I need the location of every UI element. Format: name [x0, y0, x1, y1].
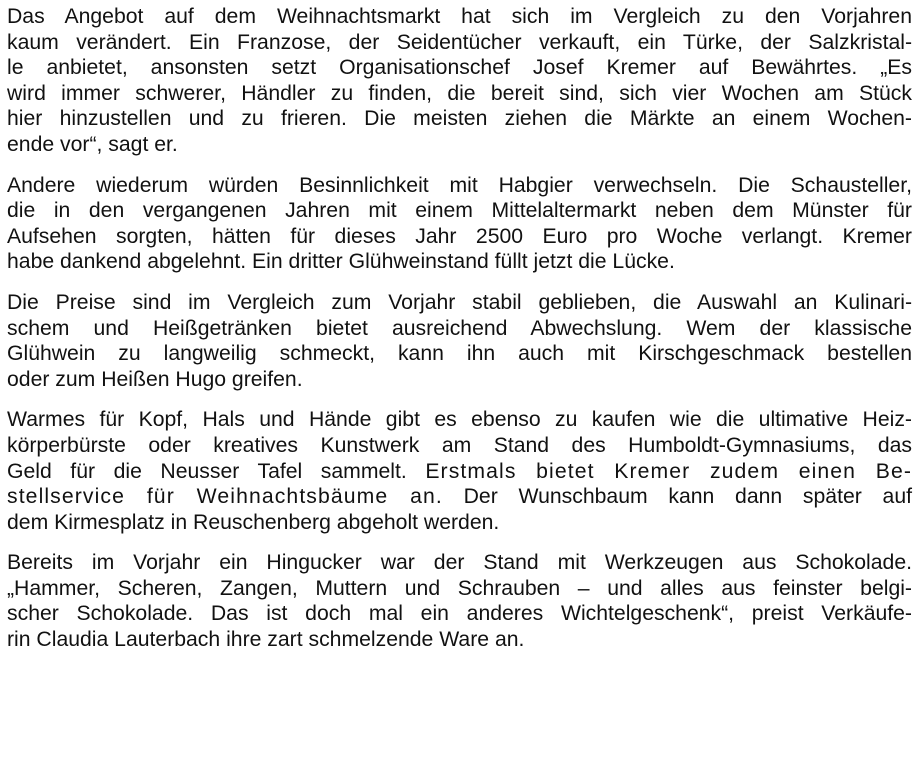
article-body [7, 4, 912, 653]
text-segment: Geld für die Neusser Tafel sammelt. [7, 459, 426, 483]
text-line: scher Schokolade. Das ist doch mal ein anderes Wichtelgeschenk“, preist Verkäufe- [7, 602, 912, 626]
text-line: schem und Heißgetränken bietet ausreichend Abwechslung. Wem der klassische [7, 316, 912, 340]
text-line: dem Kirmesplatz in Reuschenberg abgeholt werden. [7, 510, 500, 534]
text-line: Das Angebot auf dem Weihnachtsmarkt hat sich im Vergleich zu den Vorjahren [7, 5, 912, 28]
text-line: die in den vergangenen Jahren mit einem Mittelaltermarkt neben dem Münster für [7, 199, 912, 223]
text-line: le anbietet, ansonsten setzt Organisationschef Josef Kremer auf Bewährtes. „Es [7, 56, 912, 80]
text-line: kaum verändert. Ein Franzose, der Seidentücher verkauft, ein Türke, der Salzkristal- [7, 30, 912, 54]
text-line: ende vor“, sagt er. [7, 132, 178, 156]
text-line: körperbürste oder kreatives Kunstwerk am Stand des Humboldt-Gymnasiums, das [7, 433, 912, 457]
paragraph-4 [7, 407, 912, 535]
text-line: Bereits im Vorjahr ein Hingucker war der Stand mit Werkzeugen aus Schokolade. [7, 551, 912, 575]
paragraph-5 [7, 550, 912, 652]
text-line: hier hinzustellen und zu frieren. Die meisten ziehen die Märkte an einem Wochen- [7, 107, 912, 131]
text-segment: Der Wunschbaum kann dann später auf [442, 485, 912, 509]
text-line [7, 459, 912, 485]
text-line: habe dankend abgelehnt. Ein dritter Glühweinstand füllt jetzt die Lücke. [7, 250, 675, 274]
paragraph-1 [7, 4, 912, 158]
text-line: Glühwein zu langweilig schmeckt, kann ihn auch mit Kirschgeschmack bestellen [7, 342, 912, 366]
text-line: Warmes für Kopf, Hals und Hände gibt es ebenso zu kaufen wie die ultimative Heiz- [7, 408, 912, 432]
paragraph-2 [7, 173, 912, 275]
text-segment-wide: stellservice für Weihnachtsbäume an. [7, 485, 443, 509]
text-line: „Hammer, Scheren, Zangen, Muttern und Schrauben – und alles aus feinster belgi- [7, 576, 912, 600]
paragraph-3 [7, 290, 912, 392]
text-line: Aufsehen sorgten, hätten für dieses Jahr 2500 Euro pro Woche verlangt. Kremer [7, 224, 912, 248]
text-line: Die Preise sind im Vergleich zum Vorjahr stabil geblieben, die Auswahl an Kulinari- [7, 290, 912, 314]
text-line: oder zum Heißen Hugo greifen. [7, 367, 303, 391]
text-segment-wide: Erstmals bietet Kremer zudem einen Be- [425, 459, 912, 483]
text-line: Andere wiederum würden Besinnlichkeit mit Habgier verwechseln. Die Schausteller, [7, 173, 912, 197]
text-line [7, 484, 912, 510]
text-line: rin Claudia Lauterbach ihre zart schmelzende Ware an. [7, 628, 525, 652]
text-line: wird immer schwerer, Händler zu finden, die bereit sind, sich vier Wochen am Stück [7, 81, 912, 105]
